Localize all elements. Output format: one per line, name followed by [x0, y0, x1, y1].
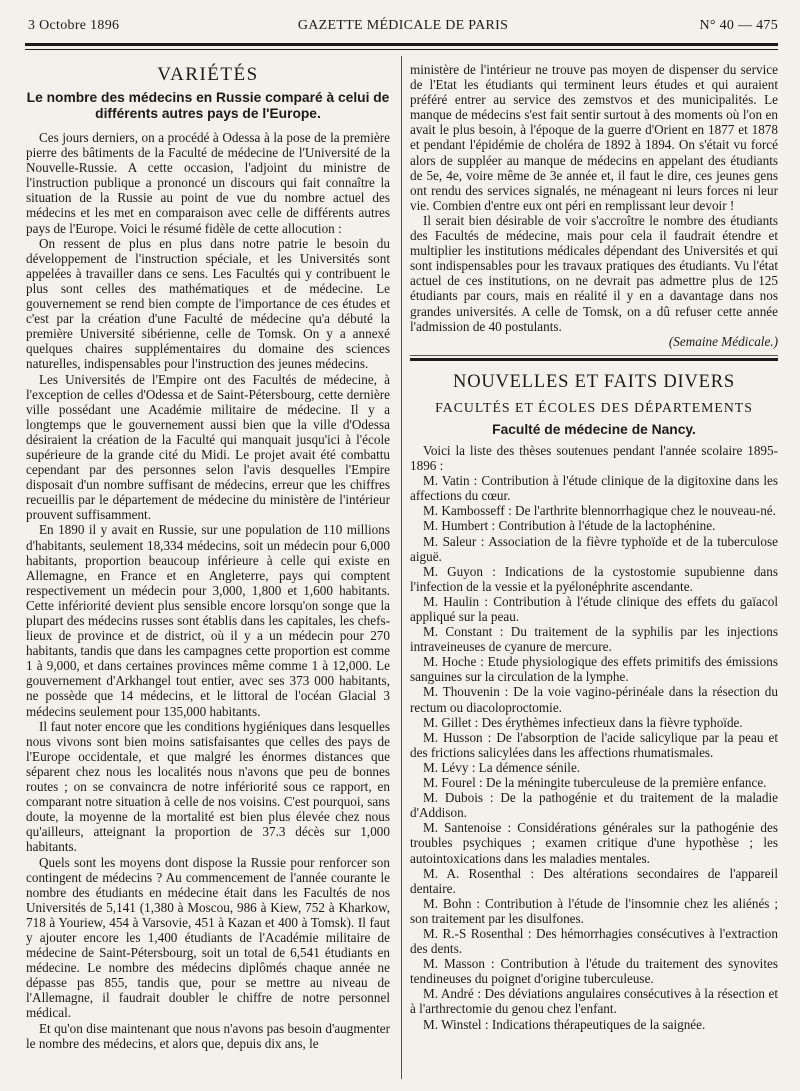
article-paragraph: En 1890 il y avait en Russie, sur une population de 110 millions d'habitants, seulement 18,334 médecins, soit un médecin pour 6,000 habitants, proportion beaucoup inférieure à celle qui existe en Allemagne, en France et en Angleterre, pays qui comptent respectivement un médecin pour 3,000, 1,800 et 1,600 habitants. Cette infériorité devient plus sensible encore lorsqu'on songe que la plupart des médecins russes sont établis dans les capitales, les chefs-lieux de province et de district, où il y a un médecin pour 270 habitants, tandis que dans les campagnes cette proportion est comme 1 à 9,000, et dans certaines provinces même comme 1 à 12,000. Le gouvernement d'Arkhangel tout entier, avec ses 373 000 habitants, ne possède que 14 médecins, et le littoral de l'océan Glacial 3 médecins seulement pour 135,000 habitants. [26, 522, 390, 719]
thesis-item: M. Thouvenin : De la voie vagino-périnéale dans la résection du rectum ou diacoloproctomie. [410, 684, 778, 715]
left-column [26, 62, 390, 1051]
section-divider-thin [410, 355, 778, 356]
thesis-item: M. Hoche : Etude physiologique des effets primitifs des émissions sanguines sur la circulation de la lymphe. [410, 654, 778, 685]
thesis-item: M. Haulin : Contribution à l'étude clinique des effets du gaïacol appliqué sur la peau. [410, 593, 778, 624]
thesis-item: M. Bohn : Contribution à l'étude de l'insomnie chez les aliénés ; son traitement par les disulfones. [410, 895, 778, 926]
column-separator [401, 56, 402, 1079]
news-section-title: NOUVELLES ET FAITS DIVERS [453, 371, 735, 392]
thesis-item: M. Dubois : De la pathogénie et du traitement de la maladie d'Addison. [410, 790, 778, 821]
thesis-item: M. Guyon : Indications de la cystostomie supubienne dans l'infection de la vessie et la pyélonéphrite ascendante. [410, 563, 778, 594]
header-rule-thin [25, 49, 778, 50]
article-continuation: Il serait bien désirable de voir s'accroître le nombre des étudiants des Facultés de médecine, mais pour cela il faudrait étendre et multiplier les institutions médicales dépendant des Universités et qui sont indispensables pour les travaux pratiques des étudiants. Vu l'état actuel de ces institutions, on ne devrait pas admettre plus de 125 étudiants par cours, mais en réalité il y en a davantage dans nos grandes universités. A celle de Tomsk, on a dû refuser cette année l'admission de 40 postulants. [410, 212, 778, 334]
thesis-item: M. A. Rosenthal : Des altérations secondaires de l'appareil dentaire. [410, 865, 778, 896]
article-source: (Semaine Médicale.) [668, 333, 778, 349]
thesis-item: M. Gillet : Des érythèmes infectieux dans la fièvre typhoïde. [423, 714, 743, 730]
article-paragraph: Il faut noter encore que les conditions hygiéniques dans lesquelles nous vivons sont bien moins satisfaisantes que celles des pays de l'Europe occidentale, et que malgré les énormes distances que séparent chez nous les localités nous n'avons que peu de bonnes routes ; on se convaincra de notre infériorité sous ce rapport, en comparant notre situation à celle de nos voisins. C'est pourquoi, sans doute, la moyenne de la mortalité est bien plus élevée chez nous qu'ailleurs, atteignant la proportion de 37.3 décès sur 1,000 habitants. [26, 718, 390, 855]
thesis-item: M. Fourel : De la méningite tuberculeuse de la première enfance. [423, 775, 767, 791]
article-title: Le nombre des médecins en Russie comparé à celui de différents autres pays de l'Europe. [26, 90, 390, 121]
thesis-item: M. Masson : Contribution à l'étude du traitement des synovites tendineuses du poignet d'origine tuberculeuse. [410, 956, 778, 987]
right-column [410, 62, 778, 1032]
thesis-item: M. Santenoise : Considérations générales sur la pathogénie des troubles psychiques ; examen critique d'une hypothèse ; les autointoxications dans les maladies mentales. [410, 820, 778, 866]
article-continuation: ministère de l'intérieur ne trouve pas moyen de dispenser du service de l'Etat les étudiants qui terminent leurs études et qui auraient préféré entrer au service des zemstvos et des municipalités. Le manque de médecins s'est fait sentir surtout à des moments où l'on en avait le plus besoin, à l'époque de la guerre d'Orient en 1877 et 1878 et pendant l'épidémie de choléra de 1892 à 1894. On s'était vu forcé alors de suppléer au manque de médecins en appelant des étudiants de 5e, 4e, voire même de 3e année et, il faut le dire, ces jeunes gens ont rendu des services signalés, ne ménageant ni leurs forces ni leur vie. Combien d'entre eux ont péri en remplissant leur devoir ! [410, 62, 778, 213]
article-paragraph: Ces jours derniers, on a procédé à Odessa à la pose de la première pierre des bâtiments de la Faculté de médecine de l'Université de la Nouvelle-Russie. A cette occasion, l'adjoint du ministre de l'instruction publique a prononcé un discours qui fait connaître la situation de la Russie au point de vue du nombre actuel des médecins et les met en comparaison avec celle de différents autres pays de l'Europe. Voici le résumé fidèle de cette allocution : [26, 130, 390, 236]
thesis-item: M. André : Des déviations angulaires consécutives à la résection et à l'arthrectomie du genou chez l'enfant. [410, 986, 778, 1017]
theses-intro: Voici la liste des thèses soutenues pendant l'année scolaire 1895-1896 : [410, 442, 778, 474]
header-rule-thick [25, 43, 778, 46]
article-paragraph: On ressent de plus en plus dans notre patrie le besoin du développement de l'instruction spéciale, et les Universités sont appelées à travailler dans ce sens. Les Facultés qui y contribuent le plus sont celles des mathématiques et de médecine. Le gouvernement se rend bien compte de l'importance de ces études et c'est par la création d'une Faculté de médecine qu'a débuté la première Université sibérienne, celle de Tomsk. On y a annexé quelques chaires supplémentaires du domaine des sciences naturelles, indispensables pour l'instruction des jeunes médecins. [26, 235, 390, 372]
header-issue-number: N° 40 — 475 [699, 18, 778, 33]
thesis-item: M. Winstel : Indications thérapeutiques de la saignée. [423, 1016, 706, 1032]
thesis-item: M. Humbert : Contribution à l'étude de la lactophénine. [423, 518, 716, 534]
article-paragraph: Et qu'on dise maintenant que nous n'avons pas besoin d'augmenter le nombre des médecins, et alors que, depuis dix ans, le [26, 1020, 390, 1051]
header-journal-title: GAZETTE MÉDICALE DE PARIS [297, 18, 509, 33]
thesis-item: M. Kambosseff : De l'arthrite blennorrhagique chez le nouveau-né. [423, 503, 776, 519]
article-paragraph: Les Universités de l'Empire ont des Facultés de médecine, à l'exception de celles d'Odessa et de Saint-Pétersbourg, cette dernière ville possédant une Académie militaire de médecine. Il y a longtemps que le gouvernement aussi bien que la ville d'Odessa désiraient la création de la Faculté qui manquait jusqu'ici à l'école supérieure de la grande cité du Midi. Le projet avait été combattu cependant par des personnes selon l'avis desquelles l'Empire disposait d'un nombre suffisant de médecins, erreur que les chiffres recueillis par le département de médecine du ministère de l'intérieur prouvent suffisamment. [26, 371, 390, 523]
header-date: 3 Octobre 1896 [28, 18, 120, 33]
page-header [28, 18, 778, 40]
article-paragraph: Quels sont les moyens dont dispose la Russie pour renforcer son contingent de médecins ? Au commencement de l'année courante le nombre des étudiants en médecine était dans les Facultés de nos Universités de 5,141 (1,380 à Moscou, 986 à Kiew, 752 à Kharkow, 718 à Youriew, 454 à Varsovie, 451 à Kazan et 400 à Tomsk). Il faut y ajouter encore les 1,400 étudiants de l'Académie militaire de médecine de Saint-Pétersbourg, soit un total de 6,541 étudiants en médecine. Le nombre des médecins diplômés chaque année ne dépasse pas 855, tandis que, pour se mettre au niveau de l'Allemagne, il faudrait doubler le chiffre de notre personnel médical. [26, 854, 390, 1021]
faculty-heading: Faculté de médecine de Nancy. [492, 421, 696, 437]
section-title: VARIÉTÉS [157, 64, 259, 85]
thesis-item: M. R.-S Rosenthal : Des hémorrhagies consécutives à l'extraction des dents. [410, 925, 778, 957]
thesis-item: M. Lévy : La démence sénile. [423, 759, 581, 775]
news-subtitle: FACULTÉS ET ÉCOLES DES DÉPARTEMENTS [435, 399, 753, 415]
thesis-item: M. Husson : De l'absorption de l'acide salicylique par la peau et des frictions salicylées dans les affections rhumatismales. [410, 729, 778, 760]
section-divider-thick [410, 358, 778, 361]
thesis-item: M. Saleur : Association de la fièvre typhoïde et de la tuberculose aiguë. [410, 533, 778, 564]
thesis-item: M. Vatin : Contribution à l'étude clinique de la digitoxine dans les affections du cœur. [410, 473, 778, 504]
thesis-item: M. Constant : Du traitement de la syphilis par les injections intraveineuses de cyanure de mercure. [410, 624, 778, 655]
